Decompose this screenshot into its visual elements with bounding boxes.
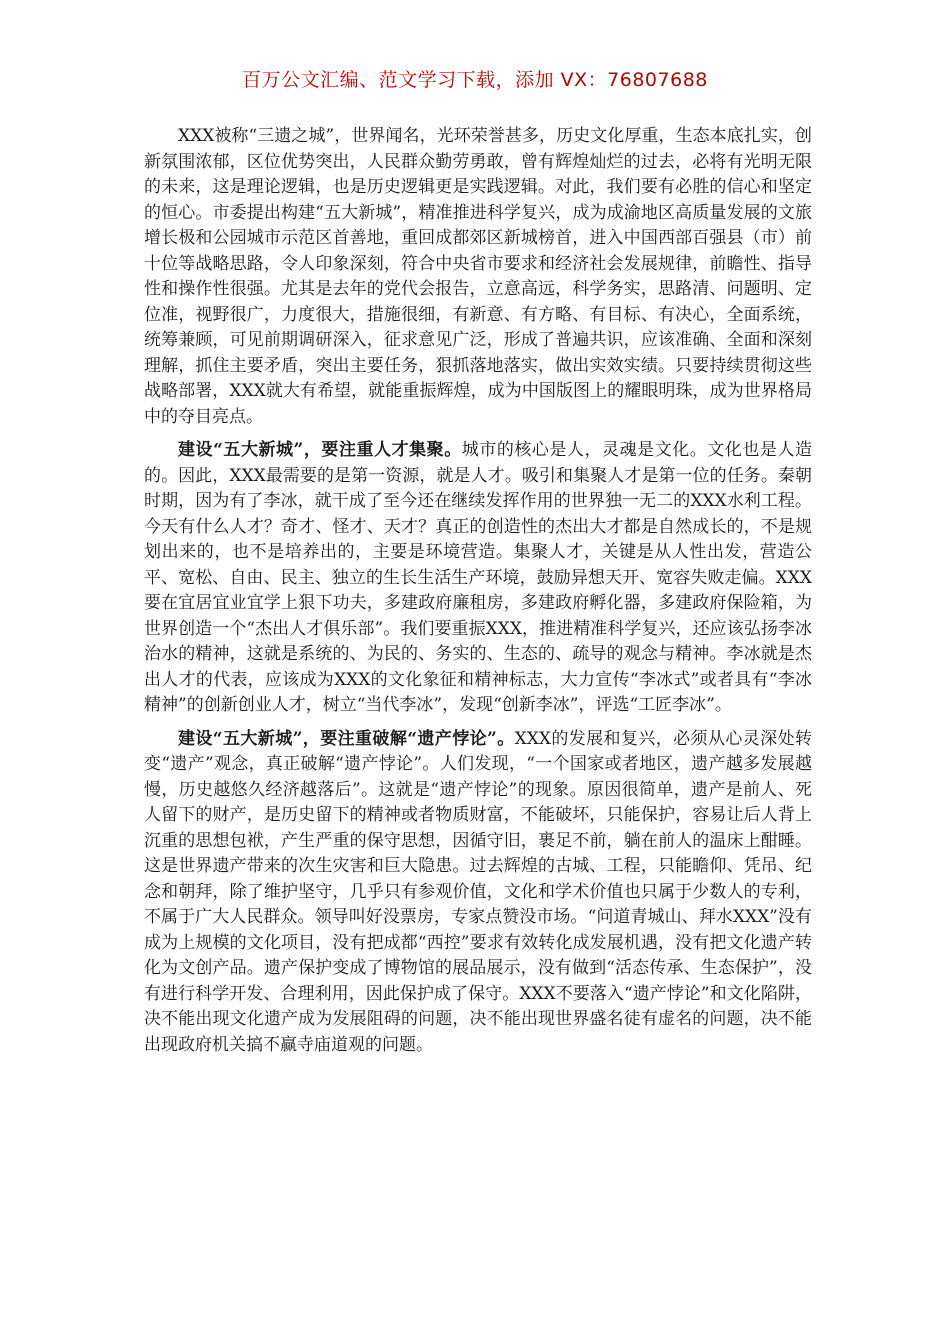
paragraph-text: XXX的发展和复兴，必须从心灵深处转变“遗产”观念，真正破解“遗产悖论”。人们发现，“一个国家或者地区，遗产越多发展越慢，历史越悠久经济越落后”。这就是“遗产悖论”的现象。原因很简单，遗产是前人、死人留下的财产，是历史留下的精神或者物质财富，不能破坏，只能保护，容易让后人背上沉重的思想包袱，产生严重的保守思想，因循守旧，裹足不前，躺在前人的温床上酣睡。这是世界遗产带来的次生灾害和巨大隐患。过去辉煌的古城、工程，只能瞻仰、凭吊、纪念和朝拜，除了维护坚守，几乎只有参观价值，文化和学术价值也只属于少数人的专利，不属于广大人民群众。领导叫好没票房，专家点赞没市场。“问道青城山、拜水XXX”没有成为上规模的文化项目，没有把成都“西控”要求有效转化成发展机遇，没有把文化遗产转化为文创产品。遗产保护变成了博物馆的展品展示，没有做到“活态传承、生态保护”，没有进行科学开发、合理利用，因此保护成了保守。XXX不要落入“遗产悖论”和文化陷阱，决不能出现文化遗产成为发展阻碍的问题，决不能出现世界盛名徒有虚名的问题，决不能出现政府机关搞不赢寺庙道观的问题。 xyxy=(144,728,812,1055)
paragraph-heritage xyxy=(144,727,812,1059)
page-header: 百万公文汇编、范文学习下载，添加 VX：76807688 xyxy=(242,69,708,91)
paragraph-lead: 建设“五大新城”，要注重人才集聚。 xyxy=(178,440,462,460)
paragraph-text: XXX被称“三遗之城”，世界闻名，光环荣誉甚多，历史文化厚重，生态本底扎实，创新氛围浓郁，区位优势突出，人民群众勤劳勇敢，曾有辉煌灿烂的过去，必将有光明无限的未来，这是理论逻辑，也是历史逻辑更是实践逻辑。对此，我们要有必胜的信心和坚定的恒心。市委提出构建“五大新城”，精准推进科学复兴，成为成渝地区高质量发展的文旅增长极和公园城市示范区首善地，重回成都郊区新城榜首，进入中国西部百强县（市）前十位等战略思路，令人印象深刻，符合中央省市要求和经济社会发展规律，前瞻性、指导性和操作性很强。尤其是去年的党代会报告，立意高远，科学务实，思路清、问题明、定位准，视野很广，力度很大，措施很细，有新意、有方略、有目标、有决心，全面系统，统筹兼顾，可见前期调研深入，征求意见广泛，形成了普遍共识，应该准确、全面和深刻理解，抓住主要矛盾，突出主要任务，狠抓落地落实，做出实效实绩。只要持续贯彻这些战略部署，XXX就大有希望，就能重振辉煌，成为中国版图上的耀眼明珠，成为世界格局中的夺目亮点。 xyxy=(144,126,812,427)
paragraph-text: 城市的核心是人，灵魂是文化。文化也是人造的。因此，XXX最需要的是第一资源，就是人才。吸引和集聚人才是第一位的任务。秦朝时期，因为有了李冰，就干成了至今还在继续发挥作用的世界独一无二的XXX水利工程。今天有什么人才？奇才、怪才、天才？真正的创造性的杰出大才都是自然成长的，不是规划出来的，也不是培养出的，主要是环境营造。集聚人才，关键是从人性出发，营造公平、宽松、自由、民主、独立的生长生活生产环境，鼓励异想天开、宽容失败走偏。XXX要在宜居宜业宜学上狠下功夫，多建政府廉租房，多建政府孵化器，多建政府保险箱，为世界创造一个“杰出人才俱乐部”。我们要重振XXX，推进精准科学复兴，还应该弘扬李冰治水的精神，这就是系统的、为民的、务实的、生态的、疏导的观念与精神。李冰就是杰出人才的代表，应该成为XXX的文化象征和精神标志，大力宣传“李冰式”或者具有“李冰精神”的创新创业人才，树立“当代李冰”，发现“创新李冰”，评选“工匠李冰”。 xyxy=(144,440,813,715)
paragraph-lead: 建设“五大新城”，要注重破解“遗产悖论”。 xyxy=(178,728,515,749)
document-body xyxy=(144,124,812,1066)
paragraph-talent xyxy=(144,438,812,719)
paragraph-intro xyxy=(144,124,812,430)
